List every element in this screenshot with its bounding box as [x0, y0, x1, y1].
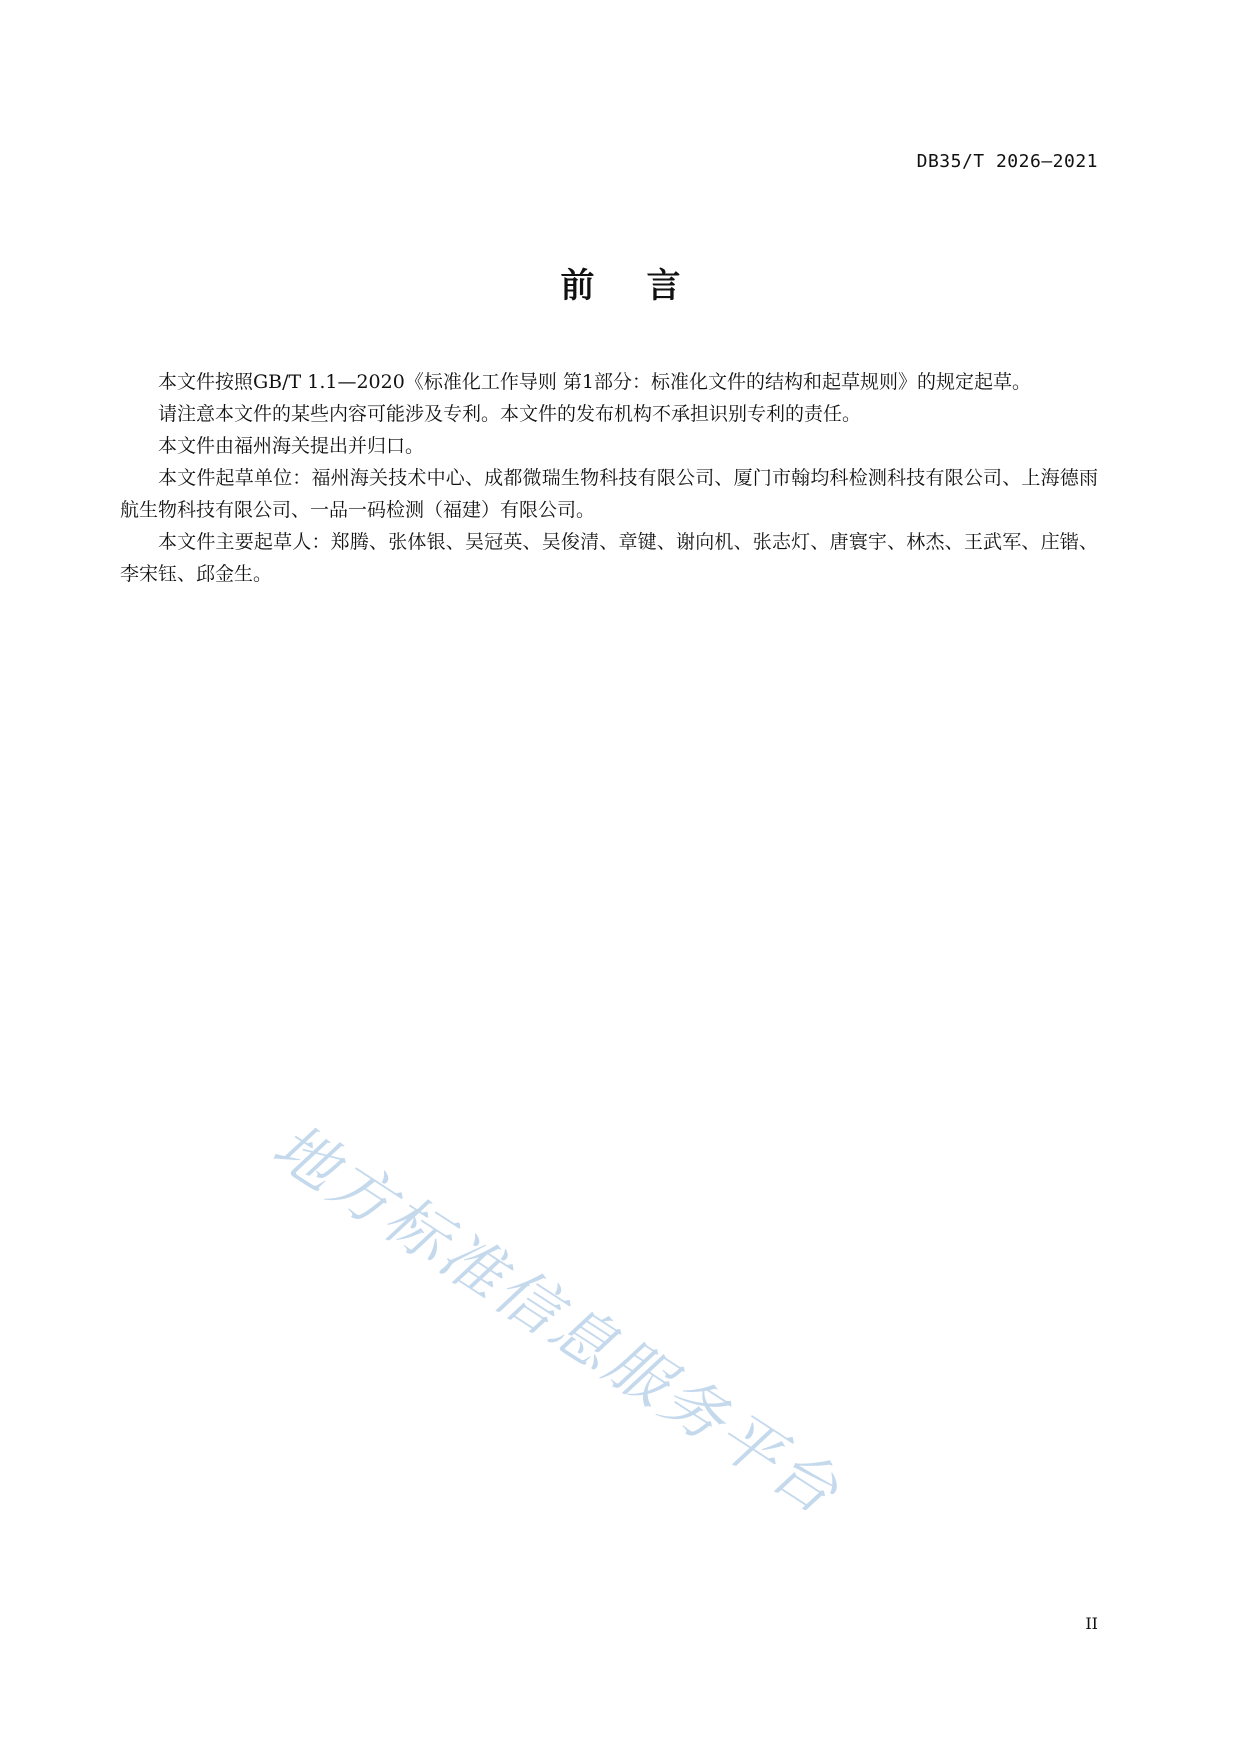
page-number: II [1085, 1614, 1098, 1633]
paragraph-patent-notice: 请注意本文件的某些内容可能涉及专利。本文件的发布机构不承担识别专利的责任。 [158, 403, 862, 425]
paragraph-drafters: 本文件主要起草人：郑腾、张体银、吴冠英、吴俊清、章键、谢向机、张志灯、唐寰宇、林杰、王武军、庄锴、李宋钰、邱金生。 [120, 531, 1098, 585]
document-code: DB35/T 2026—2021 [916, 151, 1098, 172]
paragraph-drafting-rules: 本文件按照GB/T 1.1—2020《标准化工作导则 第1部分：标准化文件的结构和起草规则》的规定起草。 [158, 371, 1031, 393]
watermark: 地方标准信息服务平台 [260, 1108, 854, 1530]
paragraph-proposer: 本文件由福州海关提出并归口。 [158, 435, 425, 457]
page-title: 前言 [560, 266, 733, 306]
paragraph-drafting-units: 本文件起草单位：福州海关技术中心、成都微瑞生物科技有限公司、厦门市翰均科检测科技有限公司、上海德雨航生物科技有限公司、一品一码检测（福建）有限公司。 [120, 467, 1098, 521]
foreword-body [120, 366, 1098, 590]
